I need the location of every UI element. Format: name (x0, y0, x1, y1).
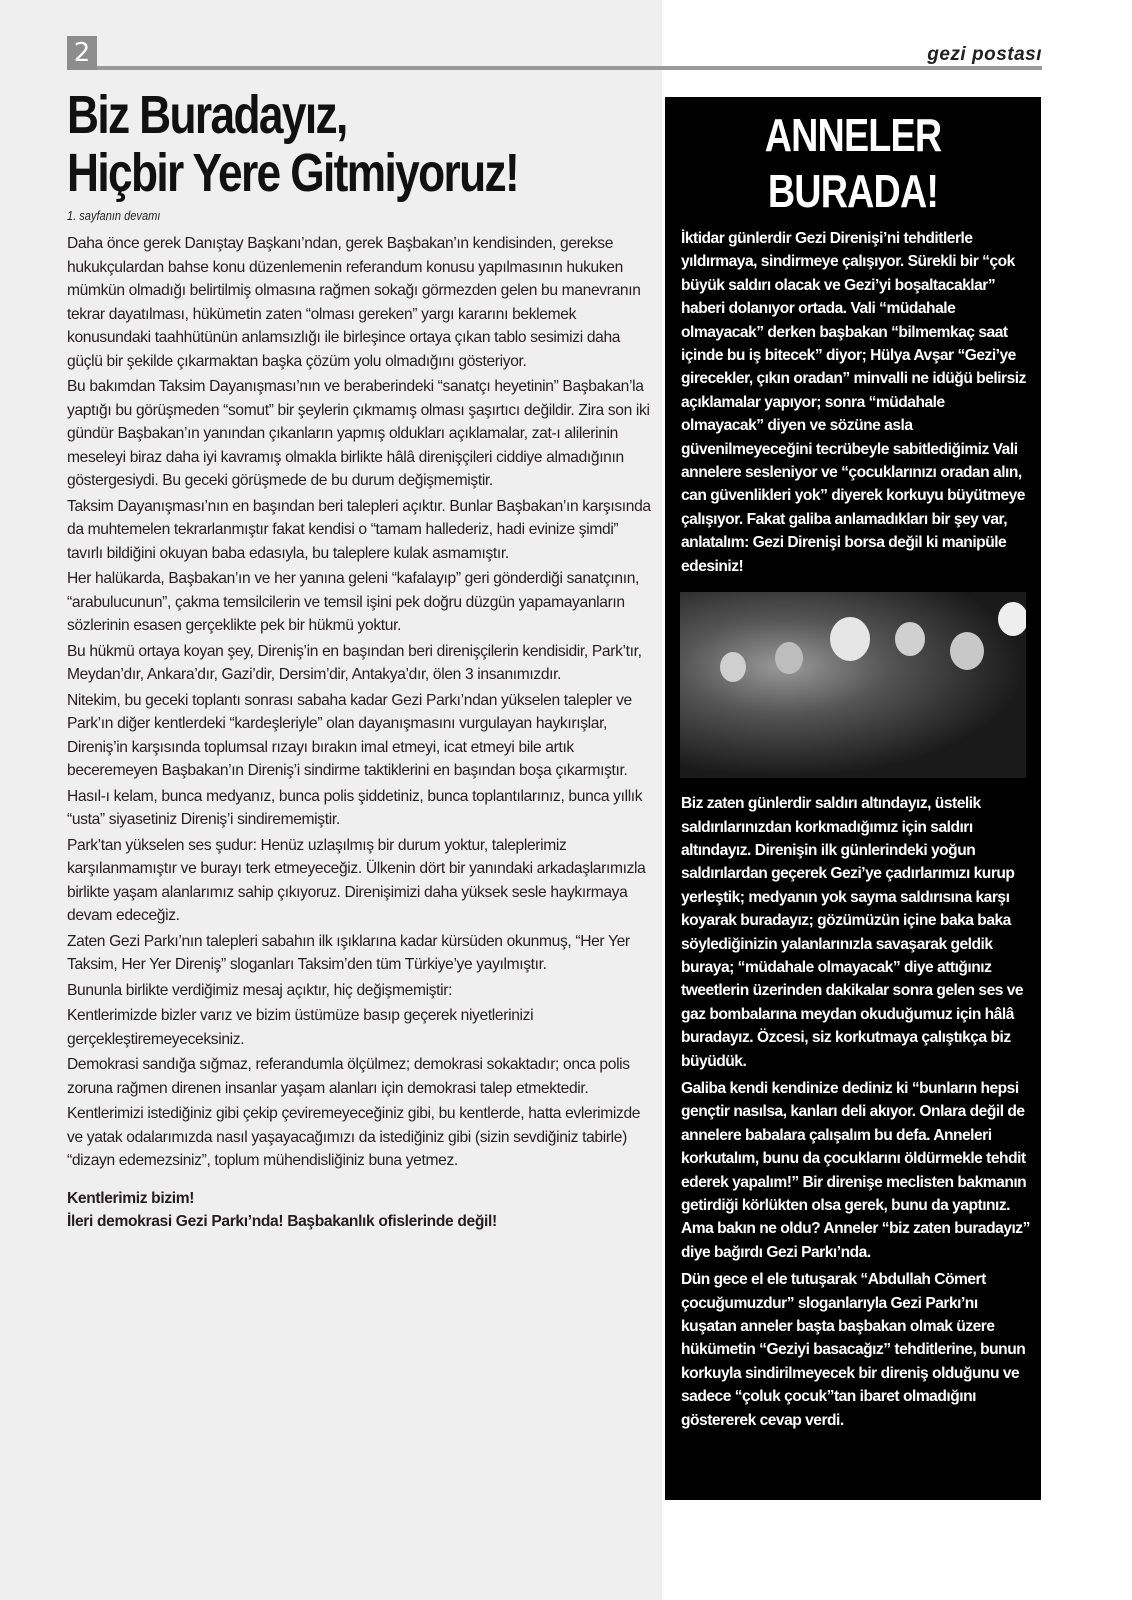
article-headline (67, 86, 723, 202)
paragraph: Biz zaten günlerdir saldırı altındayız, üstelik saldırılarınızdan korkmadığımız için saldırı altındayız. Direnişin ilk günlerindeki yoğun saldırılardan geçerek Gezi’ye çadırlarımızı kurup yerleştik; medyanın yok sayma saldırısına karşı koyarak buradayız; gözümüzün içine baka baka söylediğinizin yalanlarınızla savaşarak geldik buraya; “müdahale olmayacak” diye attığınız tweetlerin üzerinden dakikalar sonra gelen ses ve gaz bombalarına meydan okuduğumuz için hâlâ buradayız. Özcesi, siz korkutmaya çalıştıkça biz büyüdük. (681, 795, 1024, 1070)
closing-line-2: İleri demokrasi Gezi Parkı’nda! Başbakanlık ofislerinde değil! (67, 1213, 497, 1230)
publication-name: gezi postası (927, 44, 1042, 65)
sidebar-intro (681, 227, 1031, 582)
paragraph: Nitekim, bu geceki toplantı sonrası sabaha kadar Gezi Parkı’ndan yükselen talepler ve Park’ın diğer kentlerdeki “kardeşleriyle” olan dayanışmasını vurgulayan haykırışlar, Direniş’in karşısında toplumsal rızayı bırakın imal etmeyi, icat etmeyi bile artık beceremeyen Başbakan’ın Direniş’i sindirme taktiklerini en başından boşa çıkarmıştır. (67, 691, 632, 779)
header-rule (97, 66, 1042, 70)
paragraph: Taksim Dayanışması’nın en başından beri talepleri açıktır. Bunlar Başbakan’ın karşısında da muhtemelen tekrarlanmıştır fakat kendisi o “tamam hallederiz, hadi evinize şimdi” tavırlı bildiğini okuyan baba edasıyla, bu taleplere kulak asmamıştır. (67, 497, 651, 562)
sidebar-title: ANNELER BURADA! (764, 109, 942, 217)
headline-line-1: Biz Buradayız, (67, 85, 347, 145)
protest-photo (680, 592, 1026, 778)
sidebar-box (665, 97, 1041, 1500)
paragraph: Bu hükmü ortaya koyan şey, Direniş’in en başından beri direnişçilerin kendisidir, Park’tır, Meydan’dır, Ankara’dır, Gazi’dir, Dersim’dir, Antakya’dır, ölen 3 insanımızdır. (67, 642, 642, 683)
paragraph: Kentlerimizi istediğiniz gibi çekip çeviremeyeceğiniz gibi, bu kentlerde, hatta evlerimizde ve yatak odalarımızda nasıl yaşayacağımızı da istediğiniz gibi (sizin sevdiğiniz tabirle) “dizayn edemezsiniz”, toplum mühendisliğiniz buna yetmez. (67, 1105, 641, 1169)
paragraph: Zaten Gezi Parkı’nın talepleri sabahın ilk ışıklarına kadar kürsüden okunmuş, “Her Yer Taksim, Her Yer Direniş” sloganları Taksim’den tüm Türkiye’ye yayılmıştır. (67, 932, 630, 973)
paragraph: Demokrasi sandığa sığmaz, referandumla ölçülmez; demokrasi sokaktadır; onca polis zoruna rağmen direnen insanlar yaşam alanları için demokrasi talep etmektedir. (67, 1056, 630, 1097)
paragraph: Bununla birlikte verdiğimiz mesaj açıktır, hiç değişmemiştir: (67, 981, 453, 999)
paragraph: Bu bakımdan Taksim Dayanışması’nın ve beraberindeki “sanatçı heyetinin” Başbakan’la yaptığı bu görüşmeden “somut” bir şeylerin çıkmamış olması şaşırtıcı değildir. Zira son iki gündür Başbakan’ın yanından çıkanların yapmış oldukları açıklamalar, zat-ı alilerinin meseleyi biraz daha iyi kavramış olmakla birlikte hâlâ direnişçileri ciddiye almadığının göstergesiydi. Bu geceki görüşmede de bu durum değişmemiştir. (67, 378, 650, 489)
paragraph: Hasıl-ı kelam, bunca medyanız, bunca polis şiddetiniz, bunca toplantılarınız, bunca yıllık “usta” siyasetiniz Direniş’i sindirememiştir. (67, 787, 643, 828)
page-number: 2 (67, 36, 97, 70)
closing-statement (67, 1187, 652, 1234)
closing-line-1: Kentlerimiz bizim! (67, 1189, 195, 1207)
paragraph: Galiba kendi kendinize dediniz ki “bunların hepsi gençtir nasılsa, kanları deli akıyor. Onlara değil de annelere babalara çalışalım bu defa. Anneleri korkutalım, bunu da çocuklarını öldürmekle tehdit ederek yapalım!” Bir direnişe meclisten bakmanın getirdiği körlükten olsa gerek, bunu da yaptınız. Ama bakın ne oldu? Anneler “biz zaten buradayız” diye bağırdı Gezi Parkı’nda. (681, 1079, 1030, 1261)
headline-line-2: Hiçbir Yere Gitmiyoruz! (67, 143, 519, 203)
paragraph: Park’tan yükselen ses şudur: Henüz uzlaşılmış bir durum yoktur, taleplerimiz karşılanmamıştır ve burayı terk etmeyeceğiz. Ülkenin dört bir yanındaki arkadaşlarımızla birlikte yaşam alanlarımız sahip çıkıyoruz. Direnişimizi daha yüksek sesle haykırmaya devam edeceğiz. (67, 836, 646, 924)
paragraph: Dün gece el ele tutuşarak “Abdullah Cömert çocuğumuzdur” sloganlarıyla Gezi Parkı’nı kuşatan anneler başta başbakan olmak üzere hükümetin “Geziyi basacağız” tehditlerine, bunun korkuyla sindirilmeyecek bir direniş olduğunu ve sadece “çoluk çocuk”tan ibaret olmadığını göstererek cevap verdi. (681, 1271, 1026, 1429)
paragraph: Daha önce gerek Danıştay Başkanı’ndan, gerek Başbakan’ın kendisinden, gerekse hukukçulardan bahse konu düzenlemenin referandum konusu yapılmasının hukuken mümkün olmadığı belirtilmiş olmasına rağmen sokağı görmezden gelen bu manevranın tekrar dayatılması, hükümetin zaten “olması gereken” yargı kararını beklemek konusundaki taahhütünün anlamsızlığı ile birleşince ortaya çıkan tablo sesimizi daha güçlü bir şekilde çıkarmaktan başka çözüm yolu olmadığını gösteriyor. (67, 235, 641, 370)
paragraph: Her halükarda, Başbakan’ın ve her yanına geleni “kafalayıp” geri gönderdiği sanatçının, “arabulucunun”, çakma temsilcilerin ve temsil işini pek doğru düzgün yapamayanların sözlerinin esasen gerçeklikte pek bir hükmü yoktur. (67, 570, 640, 634)
paragraph: İktidar günlerdir Gezi Direnişi’ni tehditlerle yıldırmaya, sindirmeye çalışıyor. Sürekli bir “çok büyük saldırı olacak ve Gezi’yi boşaltacaklar” haberi dolanıyor ortada. Vali “müdahale olmayacak” derken başbakan “bilmemkaç saat içinde bu iş bitecek” diyor; Hülya Avşar “Gezi’ye girecekler, çıkın oradan” minvalli ne idüğü belirsiz açıklamalar yapıyor; sonra “müdahale olmayacak” diyen ve sözüne asla güvenilmeyeceğini tecrübeyle sabitlediğimiz Vali annelere sesleniyor ve “çocuklarınızı oradan alın, can güvenlikleri yok” diyerek korkuyu büyütmeye çalışıyor. Fakat galiba anlamadıkları bir şey var, anlatalım: Gezi Direnişi borsa değil ki manipüle edesiniz! (681, 230, 1026, 575)
article-body (67, 232, 652, 1236)
sidebar-body (681, 792, 1031, 1436)
continuation-note: 1. sayfanın devamı (67, 208, 161, 223)
paragraph: Kentlerimizde bizler varız ve bizim üstümüze basıp geçerek niyetlerinizi gerçekleştiremeyeceksiniz. (67, 1007, 534, 1048)
